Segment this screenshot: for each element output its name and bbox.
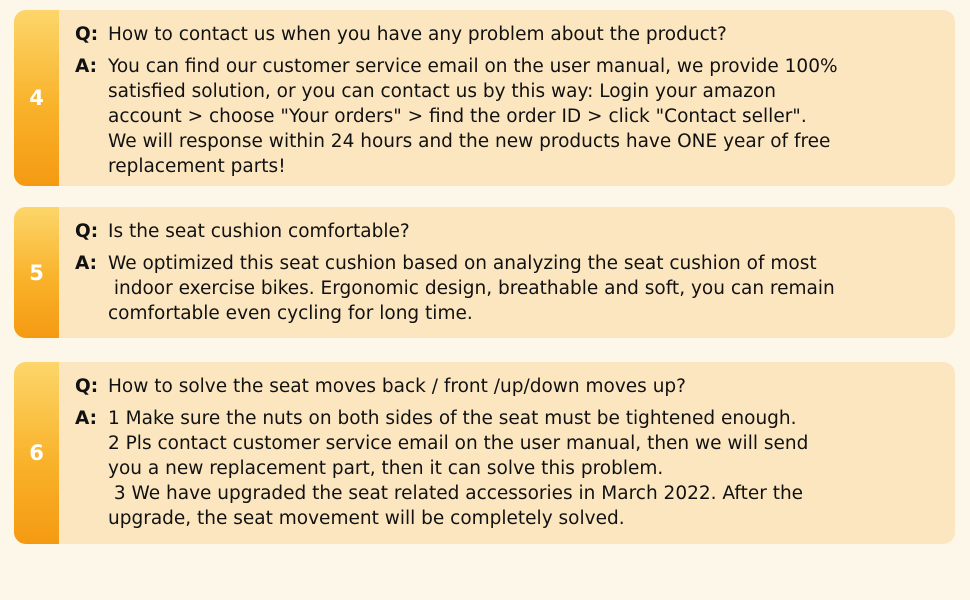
faq-content	[75, 219, 947, 326]
answer-line: 2 Pls contact customer service email on the user manual, then we will send	[108, 433, 809, 454]
question-marker: Q:	[75, 24, 99, 45]
faq-answer-row	[75, 406, 947, 531]
faq-card-6	[14, 362, 955, 544]
answer-line: You can find our customer service email on the user manual, we provide 100%	[108, 56, 838, 77]
answer-line: 3 We have upgraded the seat related accessories in March 2022. After the	[108, 483, 804, 504]
answer-line: indoor exercise bikes. Ergonomic design, breathable and soft, you can remain	[108, 278, 835, 299]
faq-content	[75, 22, 947, 179]
faq-content	[75, 374, 947, 531]
faq-number-badge: 4	[14, 10, 59, 186]
answer-marker: A:	[75, 56, 98, 77]
answer-line: upgrade, the seat movement will be completely solved.	[108, 508, 625, 529]
faq-number-badge: 5	[14, 207, 59, 338]
answer-line: comfortable even cycling for long time.	[108, 303, 473, 324]
faq-question-row	[75, 22, 947, 47]
answer-line: satisfied solution, or you can contact us by this way: Login your amazon	[108, 81, 776, 102]
faq-question-text: How to solve the seat moves back / front /up/down moves up?	[108, 376, 686, 397]
faq-answer-row	[75, 54, 947, 179]
faq-question-row	[75, 219, 947, 244]
answer-line: replacement parts!	[108, 156, 286, 177]
answer-marker: A:	[75, 253, 98, 274]
answer-marker: A:	[75, 408, 98, 429]
faq-answer-text	[108, 406, 947, 531]
answer-line: We will response within 24 hours and the new products have ONE year of free	[108, 131, 831, 152]
question-marker: Q:	[75, 221, 99, 242]
question-marker: Q:	[75, 376, 99, 397]
faq-question-text: Is the seat cushion comfortable?	[108, 221, 410, 242]
faq-answer-text	[108, 54, 947, 179]
faq-answer-text	[108, 251, 947, 326]
faq-card-5	[14, 207, 955, 338]
answer-line: you a new replacement part, then it can solve this problem.	[108, 458, 664, 479]
faq-card-4	[14, 10, 955, 186]
faq-question-row	[75, 374, 947, 399]
answer-line: We optimized this seat cushion based on analyzing the seat cushion of most	[108, 253, 817, 274]
faq-number-badge: 6	[14, 362, 59, 544]
faq-question-text: How to contact us when you have any problem about the product?	[108, 24, 727, 45]
answer-line: 1 Make sure the nuts on both sides of the seat must be tightened enough.	[108, 408, 797, 429]
answer-line: account > choose "Your orders" > find the order ID > click "Contact seller".	[108, 106, 807, 127]
faq-answer-row	[75, 251, 947, 326]
